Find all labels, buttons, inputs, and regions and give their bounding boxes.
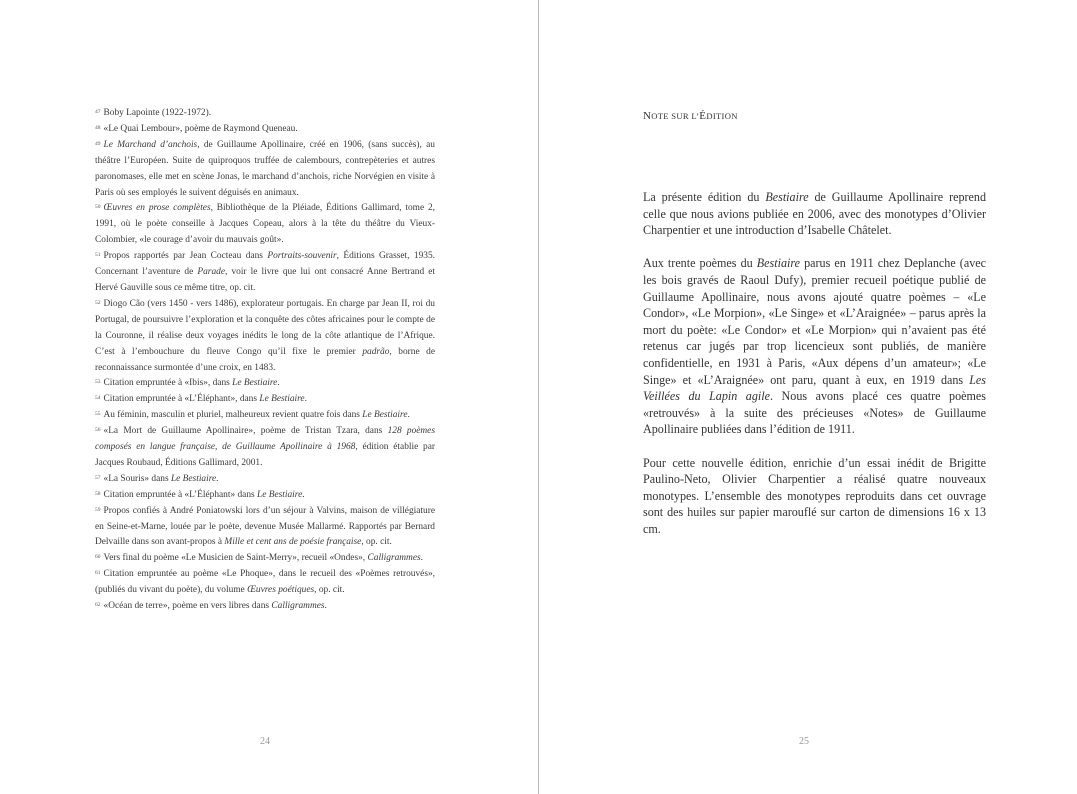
text-run: . bbox=[324, 601, 327, 612]
endnote bbox=[95, 599, 435, 615]
text-run: Vers final du poème «Le Musicien de Saint-Merry», recueil «Ondes», bbox=[103, 553, 368, 564]
endnote bbox=[95, 297, 435, 377]
endnote bbox=[95, 567, 435, 599]
endnote-number: 60 bbox=[95, 554, 101, 561]
left-page bbox=[0, 0, 538, 794]
italic-title-text: Portraits-souvenir bbox=[267, 251, 337, 262]
endnote bbox=[95, 392, 435, 408]
text-run: «La Souris» dans bbox=[103, 473, 171, 484]
endnote-number: 48 bbox=[95, 124, 101, 131]
italic-title-text: Le Bestiaire bbox=[362, 410, 408, 421]
text-run: Propos rapportés par Jean Cocteau dans bbox=[103, 251, 268, 262]
italic-title-text: Œuvres en prose complètes bbox=[103, 203, 211, 214]
text-run: parus en 1911 chez Deplanche (avec les bois gravés de Raoul Dufy), premier recueil poétique publié de Guillaume Apollinaire, nous avons ajouté quatre poèmes – «Le Condor», «Le Morpion», «Le Singe» et «L’Araignée» – parus après la mort du poète: «Le Condor» et «Le Morpion» qui n’avaient pas été retenus car jugés par trop licencieux sont publiés, de manière confidentielle, en 1931 à Paris, «Aux dépens d’un amateur»; «Le Singe» et «L’Araignée» ont paru, quant à eux, en 1919 dans bbox=[643, 256, 986, 387]
section-title: NOTE SUR L’ÉDITION bbox=[643, 110, 738, 122]
endnote bbox=[95, 472, 435, 488]
endnote bbox=[95, 488, 435, 504]
italic-title-text: Les Veillées du Lapin agile bbox=[643, 372, 986, 404]
text-run: , de Guillaume Apollinaire, créé en 1906, (sans succès), au théâtre l’Européen. Suite de quiproquos truffée de calembours, contrepèteries et autres paronomases, elle met en scène Jonas, le marchand d’anchois, riche Norvégien en visite à Paris où ses employés le suivent déguisés en animaux. bbox=[95, 139, 435, 198]
endnote-number: 50 bbox=[95, 204, 101, 211]
text-run: Au féminin, masculin et pluriel, malheureux revient quatre fois dans bbox=[103, 410, 363, 421]
italic-title-text: Le Marchand d’anchois bbox=[103, 139, 198, 150]
italic-title-text: Bestiaire bbox=[765, 190, 809, 204]
text-run: La présente édition du bbox=[643, 190, 766, 204]
italic-title-text: Calligrammes bbox=[271, 601, 325, 612]
italic-title-text: Le Bestiaire bbox=[257, 489, 303, 500]
text-run: , édition établie par Jacques Roubaud, Éditions Gallimard, 2001. bbox=[95, 442, 435, 468]
text-run: . bbox=[420, 553, 423, 564]
italic-title-text: Calligrammes bbox=[367, 553, 421, 564]
italic-title-text: Le Bestiaire bbox=[232, 378, 278, 389]
italic-title-text: Le Bestiaire bbox=[170, 473, 217, 484]
endnote-number: 56 bbox=[95, 427, 101, 434]
endnote-number: 62 bbox=[95, 602, 101, 609]
text-run: , op. cit. bbox=[314, 585, 345, 596]
endnote bbox=[95, 249, 435, 297]
italic-title-text: 128 poèmes composés en langue française, de Guillaume Apollinaire à 1968 bbox=[95, 426, 435, 453]
text-run: , Bibliothèque de la Pléiade, Éditions Gallimard, tome 2, 1991, où le poète conseille à Jacques Copeau, alors à la tête du théâtre du Vieux-Colombier, «le courage d’avoir du mauvais goût». bbox=[95, 203, 435, 246]
text-run: Aux trente poèmes du bbox=[643, 256, 757, 271]
page-number-left: 24 bbox=[260, 736, 270, 747]
text-run: «La Mort de Guillaume Apollinaire», poème de Tristan Tzara, dans bbox=[103, 426, 388, 437]
endnote bbox=[95, 424, 435, 472]
page-number-right: 25 bbox=[799, 736, 809, 747]
text-run: , op. cit. bbox=[361, 537, 392, 548]
endnote bbox=[95, 106, 435, 122]
text-run: Citation empruntée à «Ibis», dans bbox=[103, 378, 233, 389]
italic-title-text: Parade bbox=[197, 267, 225, 278]
italic-title-text: Le Bestiaire bbox=[259, 394, 305, 405]
italic-title-text: padrão bbox=[362, 346, 390, 357]
italic-title-text: Bestiaire bbox=[756, 256, 801, 271]
text-run: . bbox=[277, 378, 280, 389]
italic-title-text: Mille et cent ans de poésie française bbox=[224, 537, 362, 548]
italic-title-text: Œuvres poétiques bbox=[247, 585, 315, 596]
text-run: Boby Lapointe (1922-1972). bbox=[103, 108, 212, 118]
endnote bbox=[95, 408, 435, 424]
endnote-number: 47 bbox=[95, 109, 101, 115]
endnote-number: 53 bbox=[95, 379, 101, 386]
text-run: Citation empruntée à «L’Éléphant», dans bbox=[103, 394, 260, 405]
text-run: «Le Quai Lembour», poème de Raymond Queneau. bbox=[103, 123, 298, 134]
endnote bbox=[95, 504, 435, 552]
endnote bbox=[95, 551, 435, 567]
endnote-number: 57 bbox=[95, 474, 101, 481]
text-run: Propos confiés à André Poniatowski lors d’un séjour à Valvins, maison de villégiature en Seine-et-Marne, louée par le poète, devenue Musée Mallarmé. Rapportés par Bernard Delvaille dans son avant-propos à bbox=[95, 505, 435, 548]
endnote-number: 58 bbox=[95, 490, 101, 497]
text-run: . bbox=[407, 410, 410, 421]
text-run: Citation empruntée au poème «Le Phoque», dans le recueil des «Poèmes retrouvés», (publiés du vivant du poète), du volume bbox=[95, 569, 435, 596]
text-run: Diogo Cão (vers 1450 - vers 1486), explorateur portugais. En charge par Jean II, roi du Portugal, de poursuivre l’exploration et la conquête des côtes africaines pour le compte de la Couronne, il réalise deux voyages inédits le long de la côte atlantique de l’Afrique. C’est à l’embouchure du fleuve Congo qu’il fixe le premier bbox=[95, 298, 435, 357]
text-run: Pour cette nouvelle édition, enrichie d’un essai inédit de Brigitte Paulino-Neto, Olivier Charpentier a réalisé quatre nouveaux monotypes. L’ensemble des monotypes reproduits dans cet ouvrage sont des huiles sur papier marouflé sur carton de dimensions 16 x 13 cm. bbox=[643, 455, 986, 536]
text-run: , borne de reconnaissance surmontée d’une croix, en 1483. bbox=[95, 346, 436, 373]
endnotes-list bbox=[95, 106, 435, 615]
text-run: «Océan de terre», poème en vers libres dans bbox=[103, 601, 272, 612]
endnote-number: 52 bbox=[95, 299, 101, 306]
text-run: . Nous avons placé ces quatre poèmes «retrouvés» à la suite des précieuses «Notes» de Guillaume Apollinaire publiées dans l’édition de 1911. bbox=[643, 389, 986, 437]
endnote bbox=[95, 122, 435, 138]
text-run: , Éditions Grasset, 1935. Concernant l’aventure de bbox=[95, 251, 435, 278]
endnote-number: 55 bbox=[95, 411, 101, 418]
body-paragraph bbox=[643, 189, 986, 239]
endnote-number: 54 bbox=[95, 395, 101, 402]
right-page bbox=[539, 0, 1077, 794]
body-paragraph bbox=[643, 455, 986, 538]
text-run: . bbox=[302, 489, 305, 500]
endnote bbox=[95, 201, 435, 249]
body-paragraph bbox=[643, 255, 986, 438]
text-run: de Guillaume Apollinaire reprend celle que nous avions publiée en 2006, avec des monotypes d’Olivier Charpentier et une introduction d’Isabelle Châtelet. bbox=[643, 190, 987, 238]
endnote-number: 49 bbox=[95, 140, 101, 147]
text-run: . bbox=[216, 473, 219, 484]
text-run: , voir le livre que lui ont consacré Anne Bertrand et Hervé Gauville sous ce même titre, op. cit. bbox=[95, 267, 436, 293]
endnote-number: 59 bbox=[95, 506, 101, 513]
text-run: Citation empruntée à «L’Éléphant» dans bbox=[103, 489, 258, 500]
endnote bbox=[95, 376, 435, 392]
endnote-number: 61 bbox=[95, 570, 101, 577]
text-run: . bbox=[304, 394, 307, 405]
edition-body-text bbox=[643, 189, 986, 554]
endnote bbox=[95, 138, 435, 202]
endnote-number: 51 bbox=[95, 252, 101, 259]
